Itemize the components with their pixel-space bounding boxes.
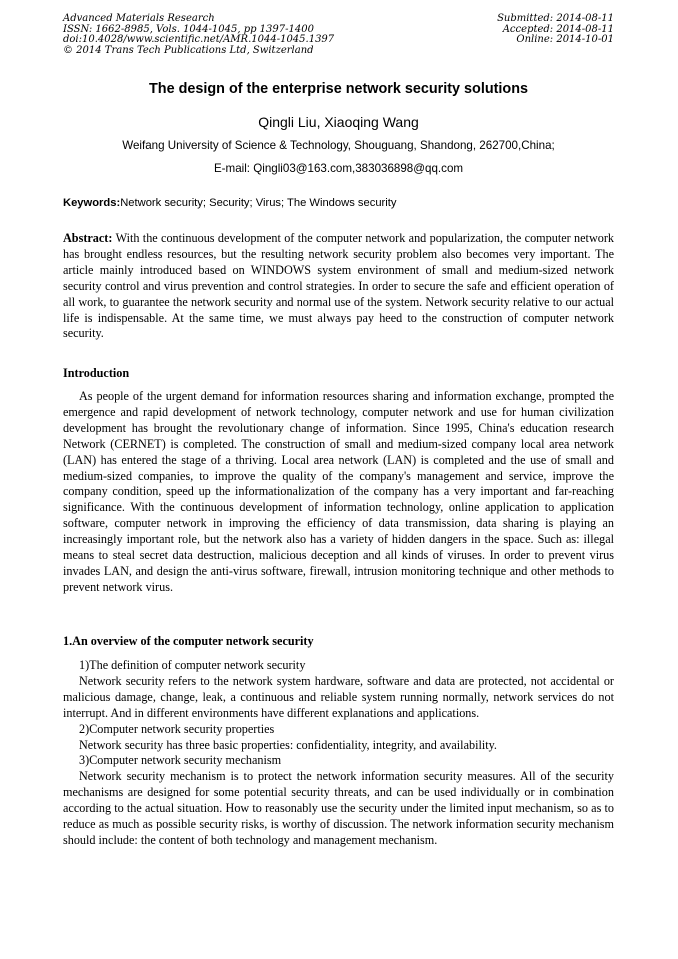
journal-header-right [414,14,614,46]
abstract-block [63,231,614,342]
accepted-date: Accepted: 2014-08-11 [502,23,614,35]
keywords-label: Keywords: [63,197,121,209]
keywords-text: Network security; Security; Virus; The Windows security [120,197,397,209]
abstract-label: Abstract: [63,231,113,245]
issn-line: ISSN: 1662-8985, Vols. 1044-1045, pp 1397-1400 [63,23,314,35]
subsection2-title: 2)Computer network security properties [79,721,275,736]
doi-line: doi:10.4028/www.scientific.net/AMR.1044-1045.1397 [63,34,335,45]
journal-name: Advanced Materials Research [63,13,215,24]
section1-block [63,658,614,849]
abstract-paragraph [63,231,614,342]
subsection2-text: Network security has three basic properties: confidentiality, integrity, and availability. [79,737,497,752]
subsection3-text: Network security mechanism is to protect the network information security measures. All of the security mechanisms are designed for some potential security threats, and can be used individually or in combination according to the actual situation. How to reasonably use the security under the limited input mechanism, so as to reduce as much as possible security risks, is worthy of discussion. The network information security mechanism should include: the content of both technology and management mechanism. [63,769,614,847]
subsection1-text: Network security refers to the network system hardware, software and data are protected, not accidental or malicious damage, change, leak, a continuous and reliable system running normally, network services do not interrupt. And in different environments have different explanations and applications. [63,673,614,720]
introduction-heading: Introduction [63,366,130,380]
paper-email: E-mail: Qingli03@163.com,383036898@qq.com [213,162,464,175]
subsection3-title: 3)Computer network security mechanism [79,753,282,768]
paper-authors: Qingli Liu, Xiaoqing Wang [258,114,419,130]
online-date: Online: 2014-10-01 [516,34,614,45]
introduction-paragraph: As people of the urgent demand for information resources sharing and information exchange, prompted the emergence and rapid development of network technology, computer network and use for human civilization development has brought the revolutionary change of information. Since 1995, China's education research Network (CERNET) is completed. The construction of small and medium-sized company local area network (LAN) has entered the stage of a thriving. Local area network (LAN) is completed and the use of small and medium-sized companies, to improve the quality of the company's management and service, improve the company condition, speed up the informationalization of the company has a very important and far-reaching significance. With the continuous development of information technology, online application to application software, computer network in improving the efficiency of data transmission, data sharing is playing an increasingly important role, but the network also has a variety of hidden dangers in the space. Such as: illegal means to steal secret data destruction, malicious deception and all kinds of viruses. In order to prevent virus invades LAN, and design the anti-virus software, firewall, intrusion monitoring technique and other methods to prevent network virus. [63,389,614,594]
introduction-block [63,389,614,596]
section1-heading: 1.An overview of the computer network security [63,634,314,648]
abstract-text: With the continuous development of the computer network and popularization, the computer network has brought endless resources, but the resulting network security problem also becomes very important. The article mainly introduced based on WINDOWS system environment of small and medium-sized network security control and virus prevention and control strategies. In order to secure the safe and efficient operation of all work, to guarantee the network security and normal use of the system. Network security relative to our actual life is indispensable. At the same time, we must always pay heed to the construction of computer network security. [63,231,614,341]
keywords [63,197,614,209]
submitted-date: Submitted: 2014-08-11 [497,13,614,24]
copyright-line: © 2014 Trans Tech Publications Ltd, Switzerland [63,44,314,56]
paper-affiliation: Weifang University of Science & Technology, Shouguang, Shandong, 262700,China; [122,139,555,152]
paper-title: The design of the enterprise network security solutions [148,81,529,97]
journal-header-left [63,14,383,56]
subsection1-title: 1)The definition of computer network security [79,658,306,672]
